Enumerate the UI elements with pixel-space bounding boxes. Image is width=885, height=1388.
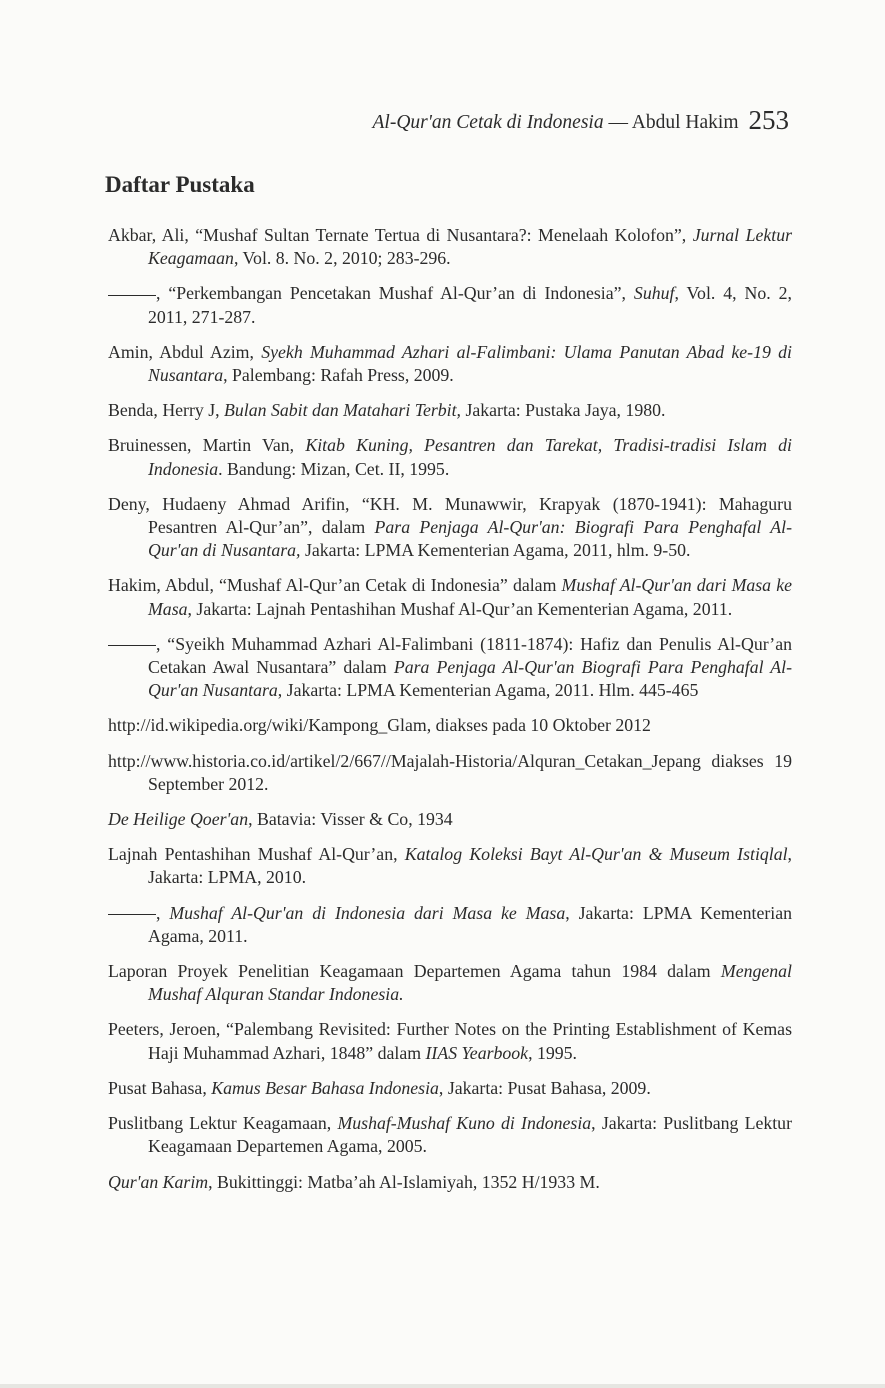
reference-entry (108, 633, 792, 703)
reference-entry (108, 1077, 792, 1100)
repeat-author-dash (108, 645, 156, 646)
reference-entry (108, 224, 792, 270)
reference-entry (108, 843, 792, 889)
reference-title: Bulan Sabit dan Matahari Terbit, (224, 400, 461, 421)
reference-text: http://id.wikipedia.org/wiki/Kampong_Glam, diakses pada 10 Oktober 2012 (108, 715, 651, 736)
reference-entry (108, 960, 792, 1006)
reference-text: , “Syeikh Muhammad Azhari Al-Falimbani (1811-1874): Hafiz dan Penulis Al-Qur’an Cetakan Awal Nusantara” dalam (148, 633, 792, 678)
reference-title: IIAS Yearbook (425, 1042, 529, 1063)
repeat-author-dash (108, 295, 156, 296)
reference-title: Katalog Koleksi Bayt Al-Qur'an & Museum Istiqlal (404, 844, 788, 865)
reference-text: , Jakarta: Puslitbang Lektur Keagamaan Departemen Agama, 2005. (148, 1113, 792, 1157)
running-head (373, 104, 790, 135)
reference-text: Jakarta: LPMA Kementerian Agama, 2011, hlm. 9-50. (300, 540, 691, 561)
reference-entry (108, 399, 792, 422)
reference-entry (108, 1171, 792, 1194)
reference-text: , “Perkembangan Pencetakan Mushaf Al-Qur’an di Indonesia”, (156, 283, 634, 304)
reference-list (108, 224, 792, 1206)
reference-title: Mushaf Al-Qur'an di Indonesia dari Masa ke Masa (169, 902, 566, 923)
reference-text: Bruinessen, Martin Van, (108, 435, 306, 456)
reference-entry (108, 574, 792, 620)
reference-text: Deny, Hudaeny Ahmad Arifin, “KH. M. Munawwir, Krapyak (1870-1941): Mahaguru Pesantren Al-Qur’an”, dalam (108, 493, 792, 538)
reference-entry (108, 434, 792, 480)
reference-text: , Bukittinggi: Matba’ah Al-Islamiyah, 1352 H/1933 M. (208, 1171, 600, 1192)
reference-title: De Heilige Qoer'an (108, 809, 249, 830)
reference-text: http://www.historia.co.id/artikel/2/667//Majalah-Historia/Alquran_Cetakan_Jepang diakses 19 September 2012. (108, 750, 792, 794)
reference-title: Kamus Besar Bahasa Indonesia (211, 1077, 439, 1098)
reference-title: Para Penjaga Al-Qur'an Biografi Para Penghafal Al-Qur'an Nusantara (148, 657, 793, 701)
reference-entry (108, 493, 792, 563)
reference-title: Para Penjaga Al-Qur'an: Biografi Para Penghafal Al-Qur'an di Nusantara, (148, 517, 792, 561)
reference-text: Peeters, Jeroen, “Palembang Revisited: Further Notes on the Printing Establishment of Kemas Haji Muhammad Azhari, 1848” dalam (108, 1019, 792, 1063)
running-head-separator: — (603, 112, 632, 133)
reference-title: Suhuf (633, 283, 675, 304)
reference-entry (108, 902, 792, 948)
reference-text: Hakim, Abdul, “Mushaf Al-Qur’an Cetak di Indonesia” dalam (108, 575, 562, 596)
reference-title: Kitab Kuning, Pesantren dan Tarekat, Tradisi-tradisi Islam di Indonesia (148, 435, 792, 479)
reference-text: , Jakarta: Lajnah Pentashihan Mushaf Al-Qur’an Kementerian Agama, 2011. (187, 598, 733, 619)
reference-text: Benda, Herry J, (108, 400, 225, 421)
reference-text: Amin, Abdul Azim, (108, 341, 262, 362)
reference-text: , Jakarta: Pusat Bahasa, 2009. (438, 1077, 651, 1098)
reference-title: Mushaf Al-Qur'an dari Masa ke Masa (148, 575, 792, 619)
reference-text: , (156, 902, 170, 923)
reference-title: Qur'an Karim (108, 1171, 209, 1192)
reference-text: Laporan Proyek Penelitian Keagamaan Departemen Agama tahun 1984 dalam (108, 961, 721, 982)
reference-entry (108, 1018, 792, 1064)
reference-text: . Bandung: Mizan, Cet. II, 1995. (218, 458, 450, 479)
running-head-title: Al-Qur'an Cetak di Indonesia (372, 112, 604, 133)
reference-text: , Batavia: Visser & Co, 1934 (248, 809, 453, 830)
reference-entry (108, 1112, 792, 1158)
reference-title: Syekh Muhammad Azhari al-Falimbani: Ulama Panutan Abad ke-19 di Nusantara (148, 341, 792, 386)
page-edge (0, 1384, 885, 1388)
reference-text: , Jakarta: LPMA, 2010. (148, 844, 792, 888)
reference-text: Puslitbang Lektur Keagamaan, (108, 1113, 338, 1134)
reference-title: Mushaf-Mushaf Kuno di Indonesia (337, 1113, 592, 1134)
running-head-author: Abdul Hakim (631, 112, 739, 133)
reference-entry (108, 282, 792, 328)
reference-text: Lajnah Pentashihan Mushaf Al-Qur’an, (108, 844, 405, 865)
page-number: 253 (748, 105, 789, 135)
reference-entry (108, 714, 792, 737)
reference-text: Pusat Bahasa, (108, 1077, 212, 1098)
reference-text: , Jakarta: LPMA Kementerian Agama, 2011. Hlm. 445-465 (277, 680, 699, 701)
reference-entry (108, 341, 792, 387)
reference-text: , 1995. (528, 1042, 577, 1063)
reference-title: Jurnal Lektur Keagamaan (148, 225, 793, 269)
reference-title: Mengenal Mushaf Alquran Standar Indonesia. (148, 961, 792, 1005)
reference-text: Akbar, Ali, “Mushaf Sultan Ternate Tertua di Nusantara?: Menelaah Kolofon”, (108, 225, 693, 245)
reference-entry (108, 750, 792, 796)
reference-text: Jakarta: Pustaka Jaya, 1980. (461, 400, 666, 421)
section-heading: Daftar Pustaka (105, 172, 255, 197)
repeat-author-dash (108, 914, 156, 915)
reference-text: , Vol. 8. No. 2, 2010; 283-296. (233, 248, 451, 269)
reference-text: , Vol. 4, No. 2, 2011, 271-287. (148, 283, 792, 327)
reference-text: , Jakarta: LPMA Kementerian Agama, 2011. (148, 902, 792, 946)
reference-text: , Palembang: Rafah Press, 2009. (223, 365, 454, 386)
reference-entry (108, 808, 792, 831)
